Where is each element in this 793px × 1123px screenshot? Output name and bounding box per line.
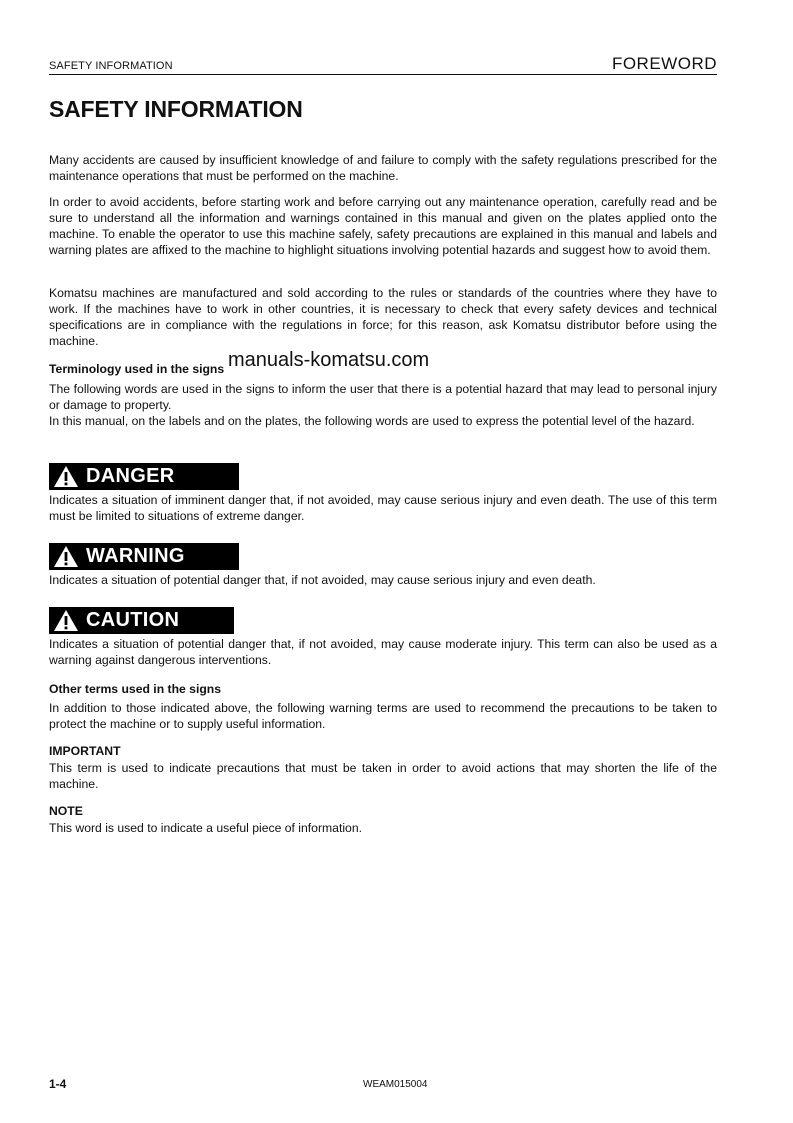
warning-banner (49, 543, 239, 570)
intro-paragraph-3: Komatsu machines are manufactured and sold according to the rules or standards of the countries where they have to work. If the machines have to work in other countries, it is necessary to check that every safety devices and technical specifications are in compliance with the regulations in force; for this reason, ask Komatsu distributor before using the machine. (49, 286, 717, 348)
caution-banner (49, 607, 234, 634)
terminology-text-2: In this manual, on the labels and on the plates, the following words are used to express the potential level of the hazard. (49, 414, 695, 428)
header-rule (49, 74, 717, 75)
document-code: WEAM015004 (363, 1079, 428, 1090)
note-text: This word is used to indicate a useful piece of information. (49, 821, 362, 835)
page-title: SAFETY INFORMATION (49, 96, 303, 122)
intro-paragraph-1: Many accidents are caused by insufficient knowledge of and failure to comply with the safety regulations prescribed for the maintenance operations that must be performed on the machine. (49, 153, 717, 183)
terminology-text-1: The following words are used in the signs to inform the user that there is a potential hazard that may lead to personal injury or damage to property. (49, 382, 717, 412)
warning-label: WARNING (86, 545, 185, 567)
danger-label: DANGER (86, 465, 175, 487)
important-heading: IMPORTANT (49, 744, 121, 758)
header-chapter-label: FOREWORD (611, 54, 717, 73)
page-number: 1-4 (49, 1077, 67, 1091)
header-section-label: SAFETY INFORMATION (49, 60, 173, 72)
warning-description: Indicates a situation of potential danger that, if not avoided, may cause serious injury and even death. (49, 573, 596, 587)
danger-description: Indicates a situation of imminent danger that, if not avoided, may cause serious injury and even death. The use of this term must be limited to situations of extreme danger. (49, 493, 717, 523)
warning-triangle-icon (53, 465, 79, 488)
caution-label: CAUTION (86, 609, 180, 631)
other-terms-heading: Other terms used in the signs (49, 682, 222, 696)
caution-description: Indicates a situation of potential danger that, if not avoided, may cause moderate injury. This term can also be used as a warning against dangerous interventions. (49, 637, 717, 667)
warning-triangle-icon (53, 609, 79, 632)
other-terms-text: In addition to those indicated above, the following warning terms are used to recommend the precautions to be taken to protect the machine or to supply useful information. (49, 701, 717, 731)
warning-triangle-icon (53, 545, 79, 568)
intro-paragraph-2: In order to avoid accidents, before starting work and before carrying out any maintenance operation, carefully read and be sure to understand all the information and warnings contained in this manual and given on the plates applied onto the machine. To enable the operator to use this machine safely, safety precautions are explained in this manual and labels and warning plates are affixed to the machine to highlight situations involving potential hazards and suggest how to avoid them. (49, 195, 717, 257)
terminology-heading: Terminology used in the signs (49, 362, 225, 376)
danger-banner (49, 463, 239, 490)
note-heading: NOTE (49, 804, 83, 818)
important-text: This term is used to indicate precautions that must be taken in order to avoid actions that may shorten the life of the machine. (49, 761, 717, 791)
watermark-text: manuals-komatsu.com (228, 349, 430, 371)
